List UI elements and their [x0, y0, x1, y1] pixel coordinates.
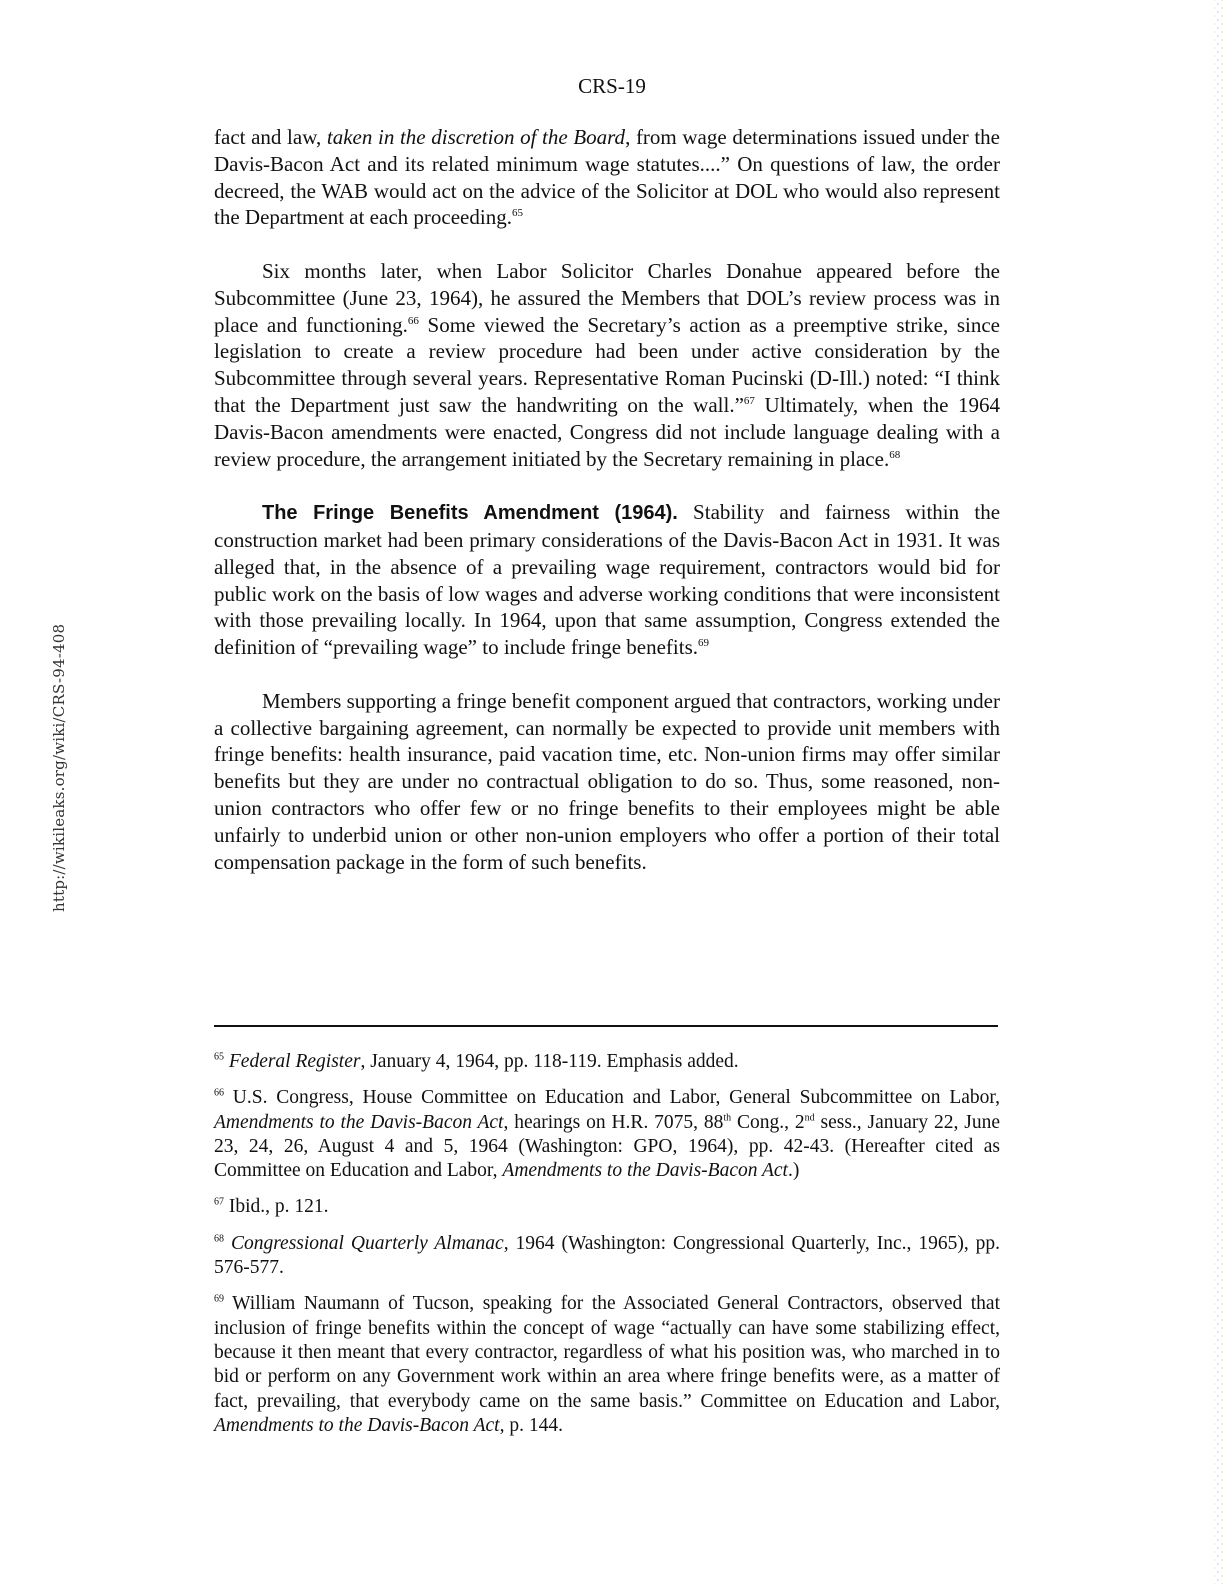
- ordinal-suffix: nd: [804, 1112, 815, 1124]
- text-run: , January 4, 1964, pp. 118-119. Emphasis added.: [360, 1051, 739, 1072]
- italic-title: Congressional Quarterly Almanac: [230, 1232, 504, 1254]
- footnotes: [214, 1050, 1000, 1450]
- text-run: , hearings on H.R. 7075, 88: [503, 1111, 724, 1133]
- footnote-number: 69: [214, 1293, 224, 1305]
- italic-emphasis: taken in the discretion of the Board: [326, 125, 626, 149]
- text-run: , from wage determinations issued under the Davis-Bacon Act and its related minimum wage statutes....” On questions of law, the order decreed, the WAB would act on the advice of the Solicitor at DOL who would also represent the Department at each proceeding.: [214, 125, 1000, 230]
- italic-title: Amendments to the Davis-Bacon Act: [214, 1111, 504, 1133]
- text-run: Ultimately, when the 1964 Davis-Bacon amendments were enacted, Congress did not include language dealing with a review procedure, the arrangement initiated by the Secretary remaining in place.: [214, 392, 1000, 471]
- paragraph-2: [214, 258, 1000, 472]
- footnote-number: 67: [214, 1196, 224, 1208]
- text-run: Members supporting a fringe benefit component argued that contractors, working under a collective bargaining agreement, can normally be expected to provide unit members with fringe benefits: health insurance, paid vacation time, etc. Non-union firms may offer similar benefits but they are under no contractual obligation to do so. Thus, some reasoned, non-union contractors who offer few or no fringe benefits to their employees might be able unfairly to underbid union or other non-union employers who offer a portion of their total compensation package in the form of such benefits.: [214, 688, 1000, 874]
- ordinal-suffix: th: [723, 1112, 732, 1124]
- paragraph-1: [214, 124, 1000, 231]
- italic-title: Amendments to the Davis-Bacon Act: [214, 1414, 500, 1436]
- footnote-separator: [214, 1025, 998, 1027]
- section-heading: The Fringe Benefits Amendment (1964).: [262, 502, 678, 525]
- page-header: CRS-19: [578, 74, 646, 98]
- footnote-66: [214, 1086, 1000, 1183]
- footnote-ref-69[interactable]: 69: [698, 637, 709, 650]
- footnote-ref-66[interactable]: 66: [407, 314, 419, 327]
- footnote-number: 65: [214, 1051, 224, 1063]
- text-run: , 1964 (Washington: Congressional Quarterly, Inc., 1965), pp. 576-577.: [214, 1232, 1000, 1279]
- footnote-67: [214, 1195, 1000, 1219]
- text-run: William Naumann of Tucson, speaking for the Associated General Contractors, observed that inclusion of fringe benefits within the concept of wage “actually can have some stabilizing effect, because it then meant that every contractor, regardless of what his position was, who marched in to bid or perform on any Government work within an area where fringe benefits were, as a matter of fact, prevailing, that everybody came on the same basis.” Committee on Education and Labor,: [214, 1293, 1000, 1412]
- body-text: [214, 124, 1000, 902]
- text-run: , p. 144.: [499, 1414, 563, 1436]
- footnote-ref-67[interactable]: 67: [743, 394, 755, 407]
- italic-title: Amendments to the Davis-Bacon Act: [502, 1160, 788, 1182]
- footnote-68: [214, 1232, 1000, 1281]
- italic-title: Federal Register: [228, 1051, 361, 1072]
- paragraph-4: [214, 688, 1000, 876]
- paragraph-3: [214, 499, 1000, 661]
- footnote-65: [214, 1050, 1000, 1074]
- text-run: fact and law,: [214, 125, 327, 149]
- text-run: sess., January 22, June 23, 24, 26, August 4 and 5, 1964 (Washington: GPO, 1964), pp. 42-43. (Hereafter cited as Committee on Education and Labor,: [214, 1111, 1000, 1182]
- footnote-number: 68: [214, 1233, 224, 1245]
- text-run: Ibid., p. 121.: [224, 1196, 329, 1218]
- footnote-69: [214, 1292, 1000, 1438]
- footnote-ref-68[interactable]: 68: [889, 448, 901, 461]
- text-run: .): [787, 1160, 800, 1182]
- side-url-watermark: http://wikileaks.org/wiki/CRS-94-408: [50, 623, 68, 912]
- footnote-ref-65[interactable]: 65: [511, 207, 523, 220]
- scan-edge-pattern: [1214, 0, 1224, 1584]
- footnote-number: 66: [214, 1087, 224, 1099]
- text-run: Cong., 2: [731, 1111, 805, 1133]
- text-run: Some viewed the Secretary’s action as a preemptive strike, since legislation to create a review procedure had been under active consideration by the Subcommittee through several years. Representative Roman Pucinski (D-Ill.) noted: “I think that the Department just saw the handwriting on the wall.”: [214, 312, 1001, 417]
- text-run: Six months later, when Labor Solicitor Charles Donahue appeared before the Subcommittee (June 23, 1964), he assured the Members that DOL’s review process was in place and functioning.: [214, 258, 1000, 337]
- text-run: U.S. Congress, House Committee on Education and Labor, General Subcommittee on Labor,: [224, 1087, 1000, 1109]
- text-run: Stability and fairness within the construction market had been primary considerations of the Davis-Bacon Act in 1931. It was alleged that, in the absence of a prevailing wage requirement, contractors would bid for public work on the basis of low wages and adverse working conditions that were inconsistent with those prevailing locally. In 1964, upon that same assumption, Congress extended the definition of “prevailing wage” to include fringe benefits.: [214, 500, 1001, 660]
